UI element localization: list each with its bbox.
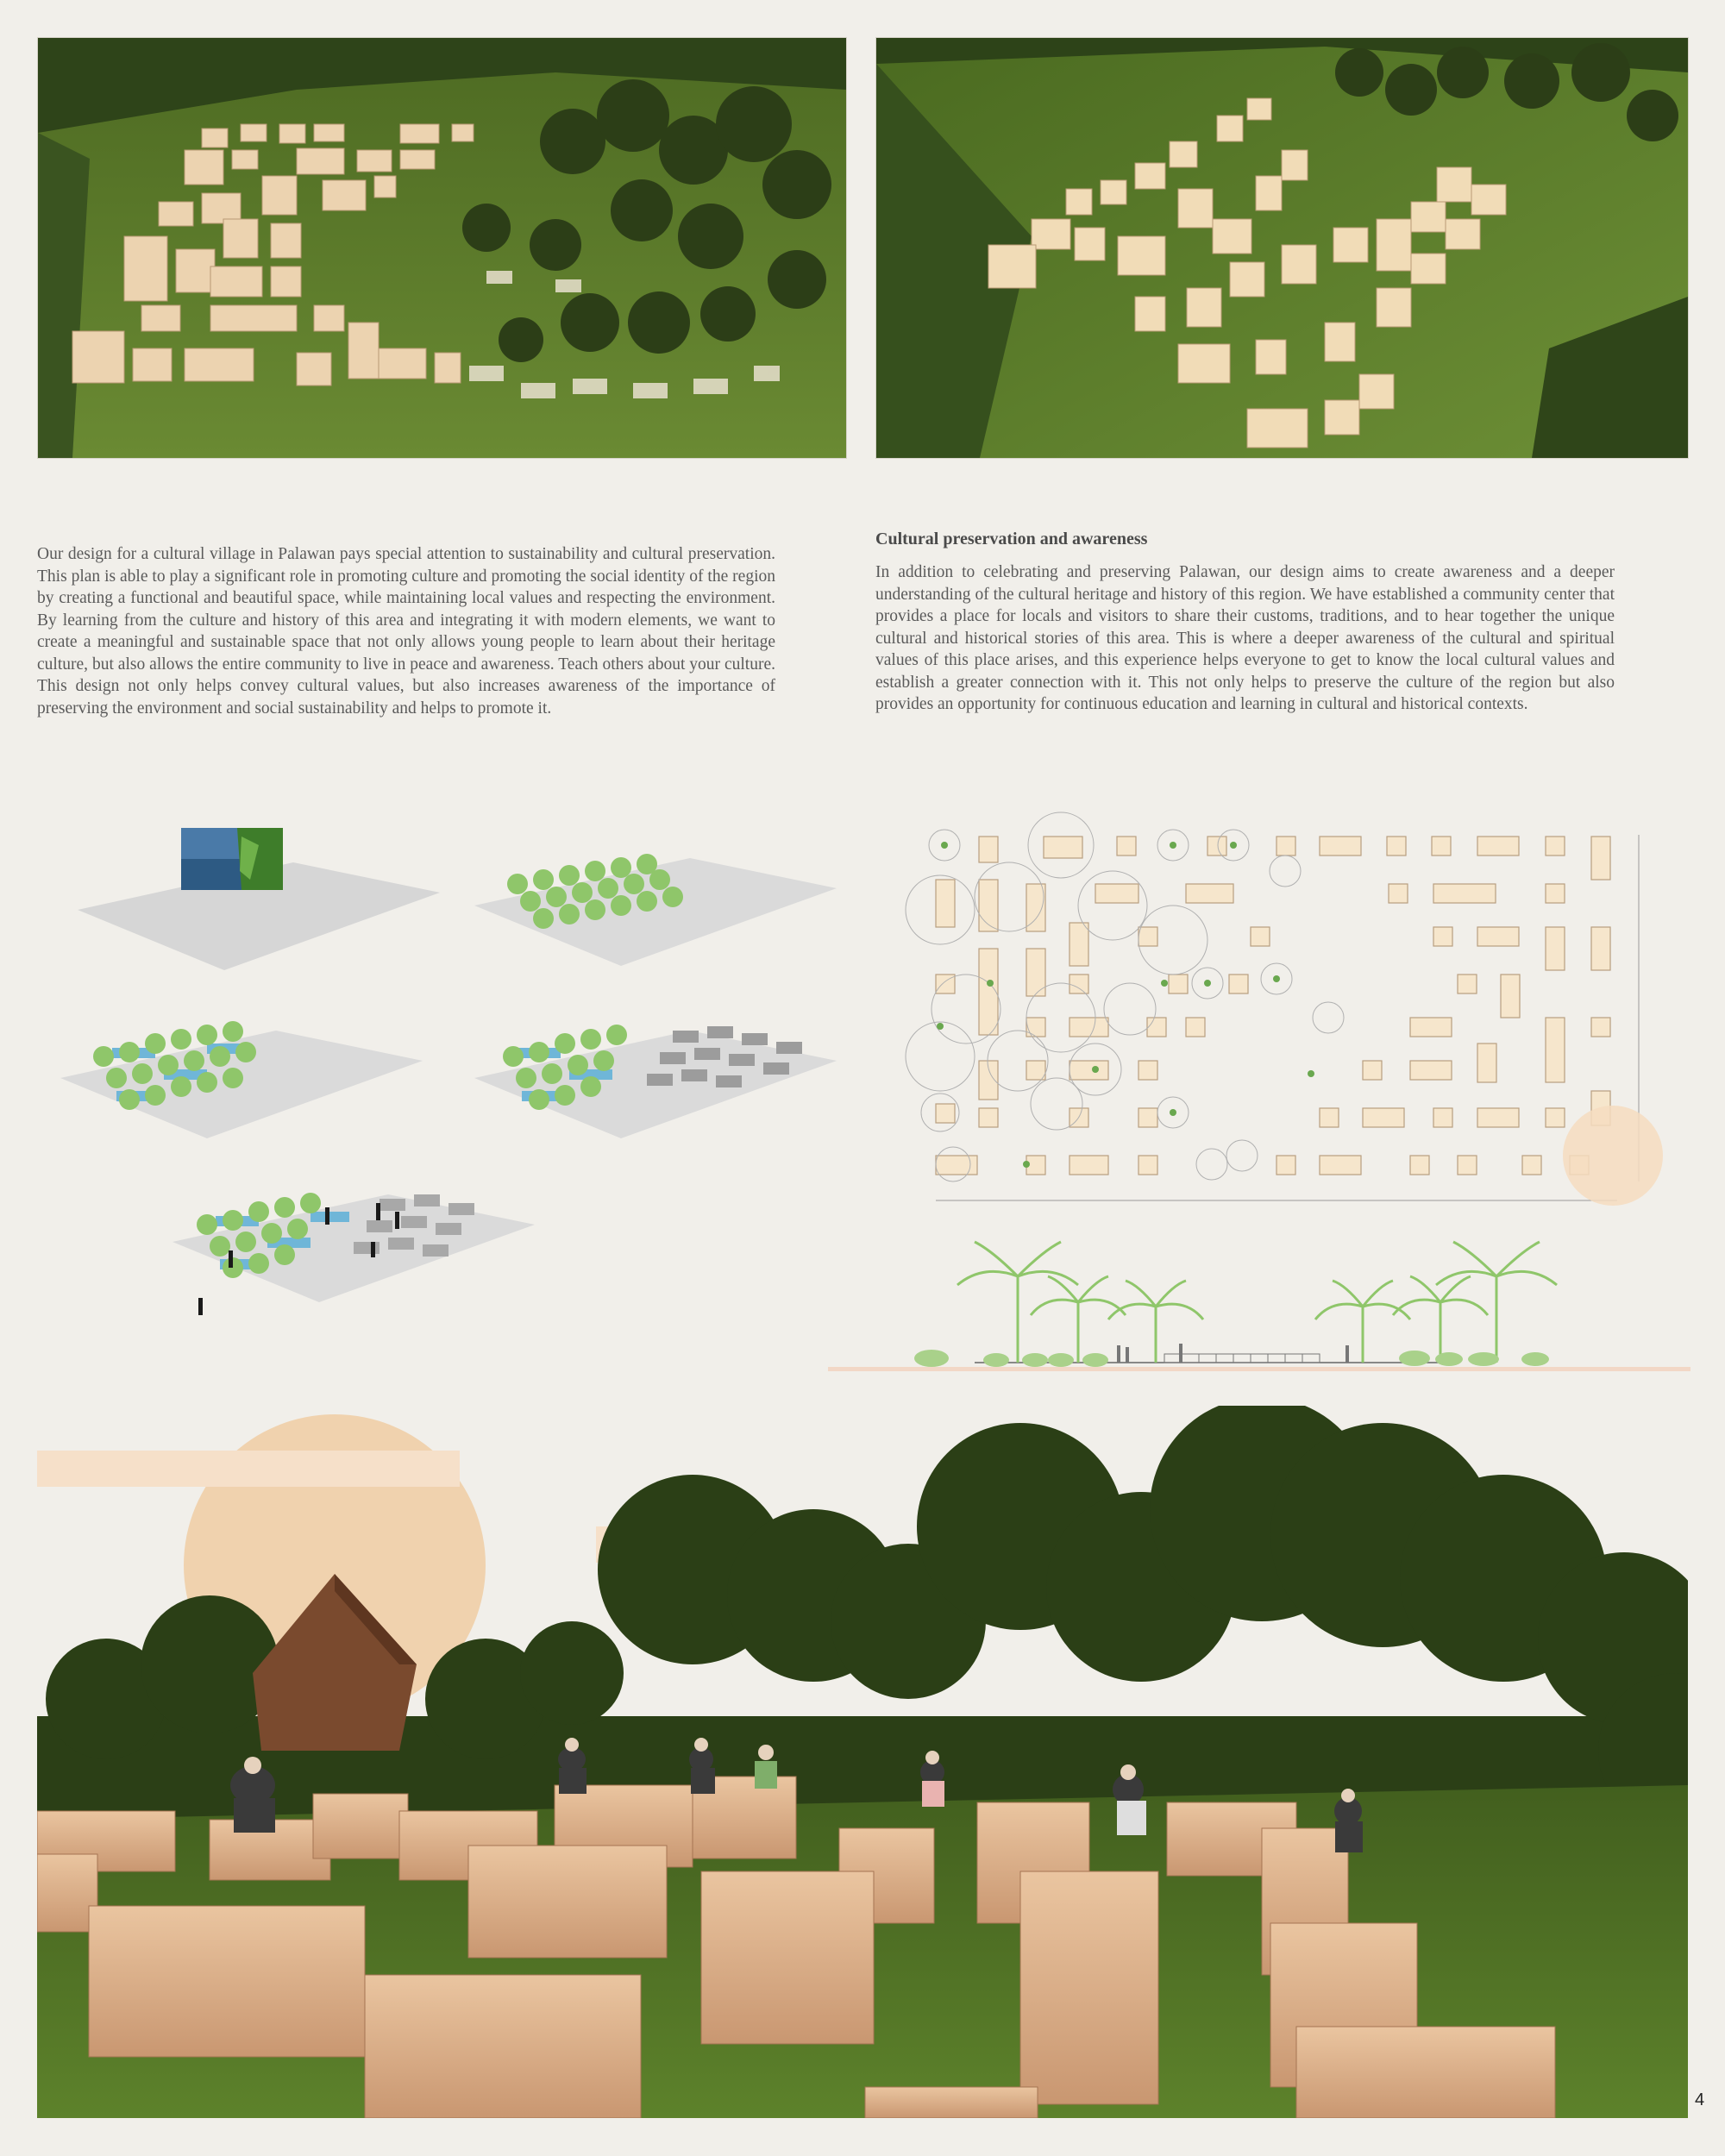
page-number: 4	[1695, 2090, 1705, 2109]
site-plan	[888, 811, 1690, 1216]
aerial-render-right	[875, 37, 1689, 459]
awareness-paragraph: In addition to celebrating and preserving Palawan, our design aims to create awareness and a deeper understanding of the cultural heritage and history of this region. We have established a community center that provides a place for locals and visitors to share their customs, traditions, and to hear together the unique cultural and historical stories of this area. This is where a deeper awareness of the cultural and spiritual values of this place arises, and this experience helps everyone to get to know the local cultural values and establish a greater connection with it. This not only helps to preserve the culture of the region but also provides an opportunity for continuous education and learning in cultural and historical contexts.	[875, 563, 1615, 713]
perspective-render	[37, 1406, 1688, 2118]
awareness-title: Cultural preservation and awareness	[875, 530, 1148, 548]
step-full-with-people	[172, 1193, 535, 1315]
intro-paragraph: Our design for a cultural village in Palawan pays special attention to sustainability and cultural preservation. This plan is able to play a significant role in promoting culture and promoting the social identity of the region by creating a functional and beautiful space, while maintaining local values and respecting the environment. By learning from the culture and history of this area and integrating it with modern elements, we want to create a meaningful and sustainable space that not only allows young people to learn about their heritage culture, but also allows the entire community to live in peace and awareness. Teach others about your culture. This design not only helps convey cultural values, but also increases awareness of the importance of preserving the environment and social sustainability and helps to promote it.	[37, 545, 775, 718]
step-trees-water	[60, 1021, 423, 1138]
step-base-plane	[78, 828, 440, 970]
design-process-diagrams	[34, 811, 854, 1371]
site-section	[828, 1233, 1690, 1371]
step-trees	[474, 854, 837, 966]
step-blocks	[474, 1025, 837, 1138]
aerial-render-left	[37, 37, 847, 459]
awareness-section	[875, 530, 1615, 716]
